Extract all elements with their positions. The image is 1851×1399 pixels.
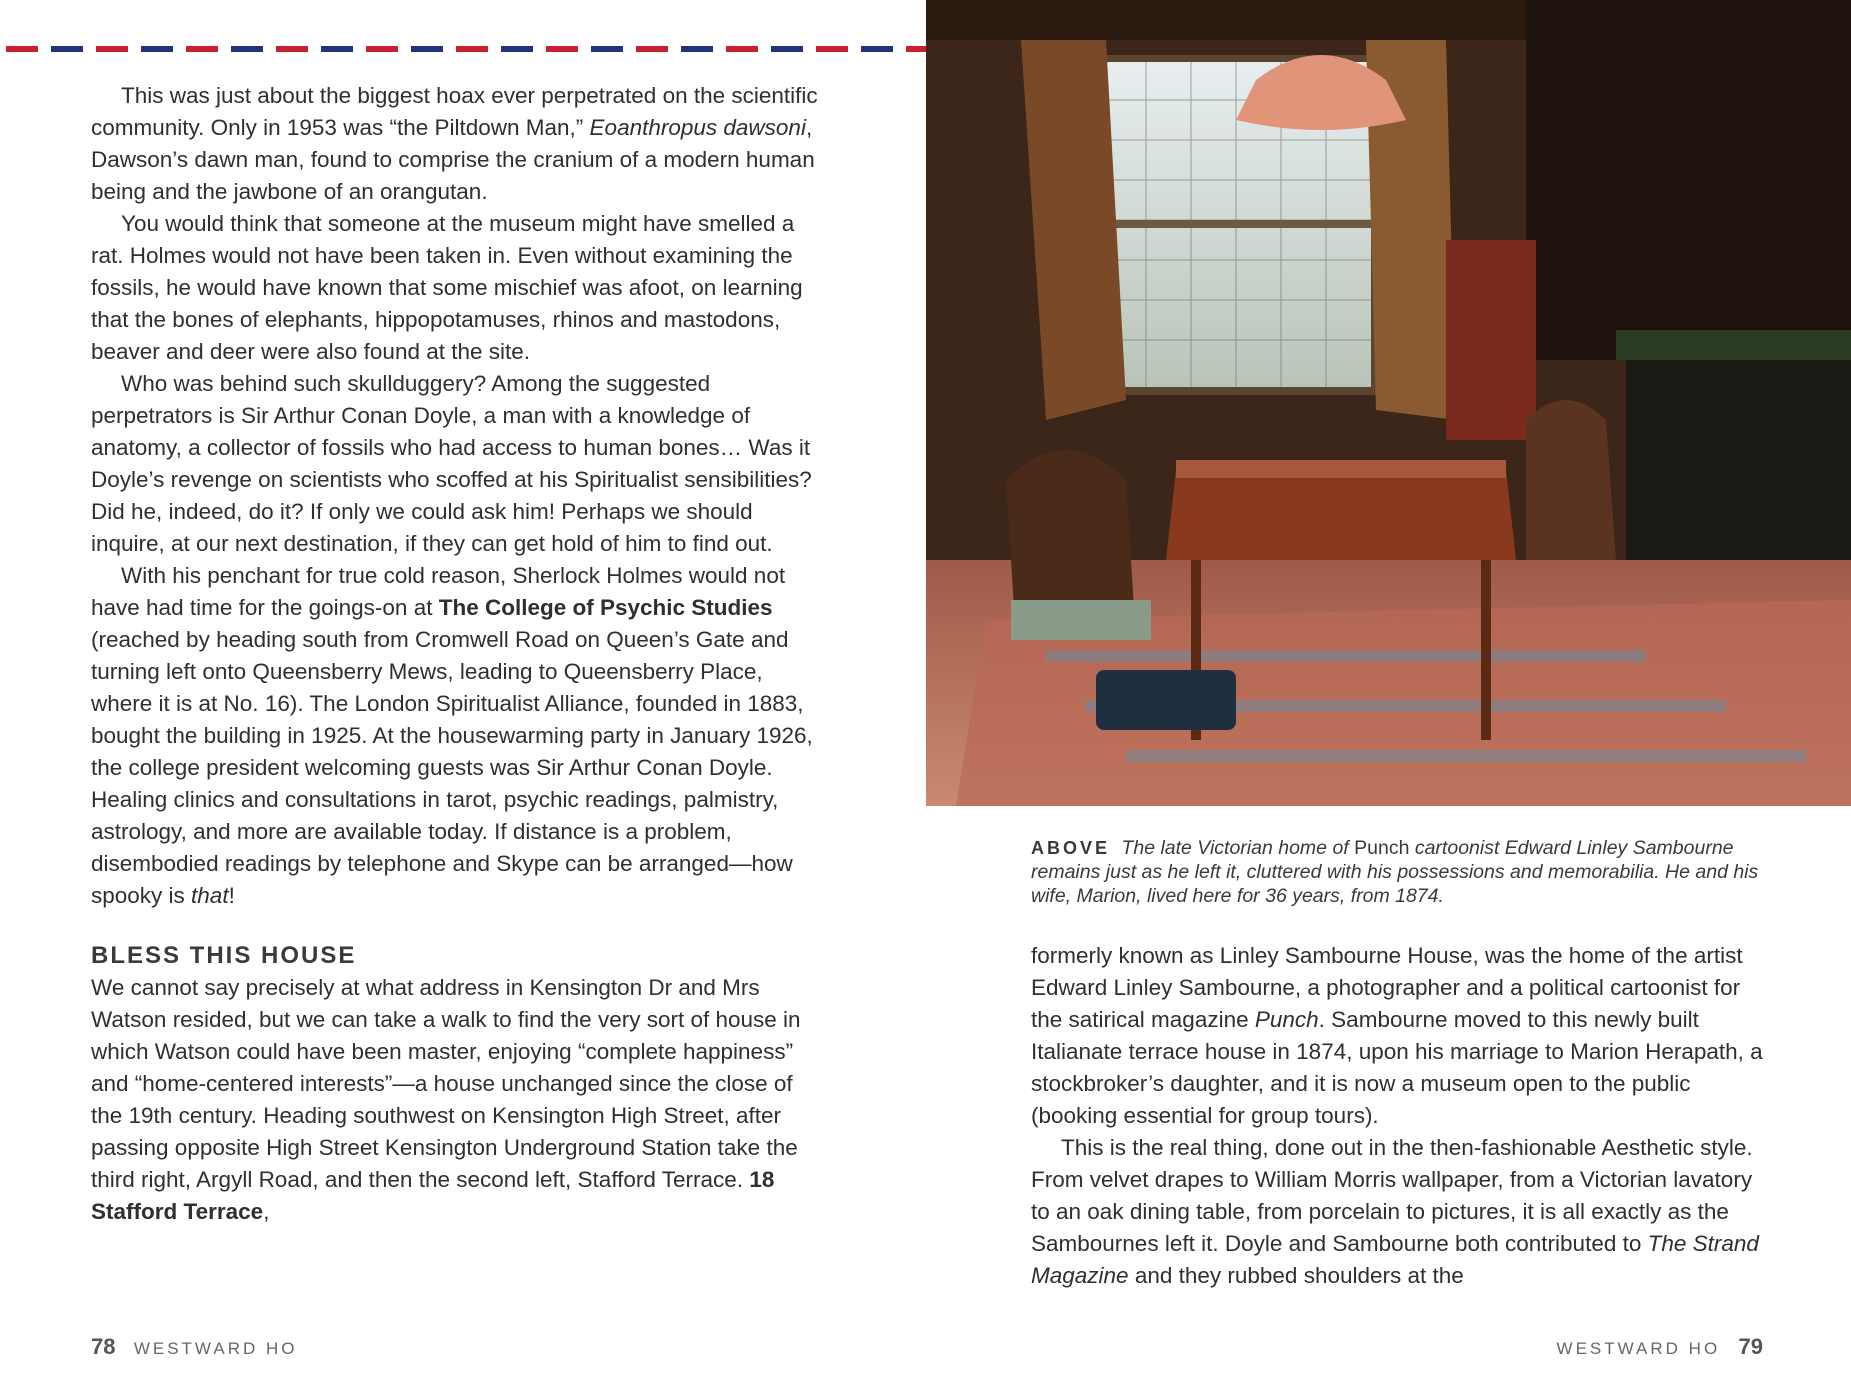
paragraph xyxy=(1031,1132,1771,1292)
running-head-left: WESTWARD HO xyxy=(133,1339,298,1358)
text-segment: (reached by heading south from Cromwell Road on Queen’s Gate and turning left onto Queensberry Mews, leading to Queensberry Place, where it is at No. 16). The London Spiritualist Alliance, founded in 1883, bought the building in 1925. At the housewarming party in January 1926, the college president welcoming guests was Sir Arthur Conan Doyle. Healing clinics and consultations in tarot, psychic readings, palmistry, astrology, and more are available today. If distance is a problem, disembodied readings by telephone and Skype can be arranged—how spooky is xyxy=(91,627,813,908)
text-segment: formerly known as Linley Sambourne House, was the home of the artist Edward Linley Sambourne, a photographer and a political cartoonist for the satirical magazine xyxy=(1031,943,1743,1032)
text-segment: Eoanthropus dawsoni xyxy=(589,115,806,140)
text-segment: You would think that someone at the museum might have smelled a rat. Holmes would not have been taken in. Even without examining the fossils, he would have known that some mischief was afoot, on learning that the bones of elephants, hippopotamuses, rhinos and mastodons, beaver and deer were also found at the site. xyxy=(91,211,803,364)
page-number-right: 79 xyxy=(1738,1334,1763,1359)
right-folio xyxy=(1557,1334,1763,1360)
right-page-text xyxy=(1031,940,1771,1292)
paragraph xyxy=(91,560,821,912)
text-segment: With his penchant for true cold reason, Sherlock Holmes would not have had time for the goings-on at xyxy=(91,563,786,620)
text-segment: 18 Stafford Terrace xyxy=(91,1167,775,1224)
paragraph xyxy=(1031,940,1771,1132)
text-segment: This was just about the biggest hoax ever perpetrated on the scientific community. Only in 1953 was “the Piltdown Man,” xyxy=(91,83,818,140)
text-segment: , Dawson’s dawn man, found to comprise the cranium of a modern human being and the jawbone of an orangutan. xyxy=(91,115,815,204)
text-segment: , xyxy=(263,1199,270,1224)
section-heading: BLESS THIS HOUSE xyxy=(91,942,357,969)
victorian-room-photo xyxy=(926,0,1851,806)
text-segment: . Sambourne moved to this newly built Italianate terrace house in 1874, upon his marriage to Marion Herapath, a stockbroker’s daughter, and it is now a museum open to the public (booking essential for group tours). xyxy=(1031,1007,1763,1128)
running-head-right: WESTWARD HO xyxy=(1556,1339,1721,1358)
photo-caption xyxy=(1031,836,1791,908)
left-page-text xyxy=(91,80,821,1228)
paragraph xyxy=(91,80,821,208)
caption-segment: cartoonist Edward Linley Sambourne remains just as he left it, cluttered with his possessions and memorabilia. He and his wife, Marion, lived here for 36 years, from 1874. xyxy=(1031,837,1759,907)
left-folio xyxy=(91,1334,297,1360)
paragraph xyxy=(91,972,821,1228)
text-segment: Punch xyxy=(1254,1007,1319,1032)
text-segment: The College of Psychic Studies xyxy=(438,595,773,620)
text-segment: This is the real thing, done out in the then-fashionable Aesthetic style. From velvet drapes to William Morris wallpaper, from a Victorian lavatory to an oak dining table, from porcelain to pictures, it is all exactly as the Sambournes left it. Doyle and Sambourne both contributed to xyxy=(1031,1135,1753,1256)
text-segment: and they rubbed shoulders at the xyxy=(1128,1263,1464,1288)
paragraph xyxy=(91,208,821,368)
caption-segment: Punch xyxy=(1354,837,1410,859)
paragraph xyxy=(91,368,821,560)
caption-segment: The late Victorian home of xyxy=(1116,837,1355,859)
text-segment: that xyxy=(191,883,229,908)
page-number-left: 78 xyxy=(91,1334,116,1359)
text-segment: ! xyxy=(228,883,235,908)
caption-tag: ABOVE xyxy=(1031,838,1111,858)
airmail-stripe xyxy=(6,46,926,52)
text-segment: The Strand Magazine xyxy=(1031,1231,1759,1288)
text-segment: Who was behind such skullduggery? Among the suggested perpetrators is Sir Arthur Conan Doyle, a man with a knowledge of anatomy, a collector of fossils who had access to human bones… Was it Doyle’s revenge on scientists who scoffed at his Spiritualist sensibilities? Did he, indeed, do it? If only we could ask him! Perhaps we should inquire, at our next destination, if they can get hold of him to find out. xyxy=(91,371,812,556)
text-segment: We cannot say precisely at what address in Kensington Dr and Mrs Watson resided, but we can take a walk to find the very sort of house in which Watson could have been master, enjoying “complete happiness” and “home-centered interests”—a house unchanged since the close of the 19th century. Heading southwest on Kensington High Street, after passing opposite High Street Kensington Underground Station take the third right, Argyll Road, and then the second left, Stafford Terrace. xyxy=(91,975,801,1192)
